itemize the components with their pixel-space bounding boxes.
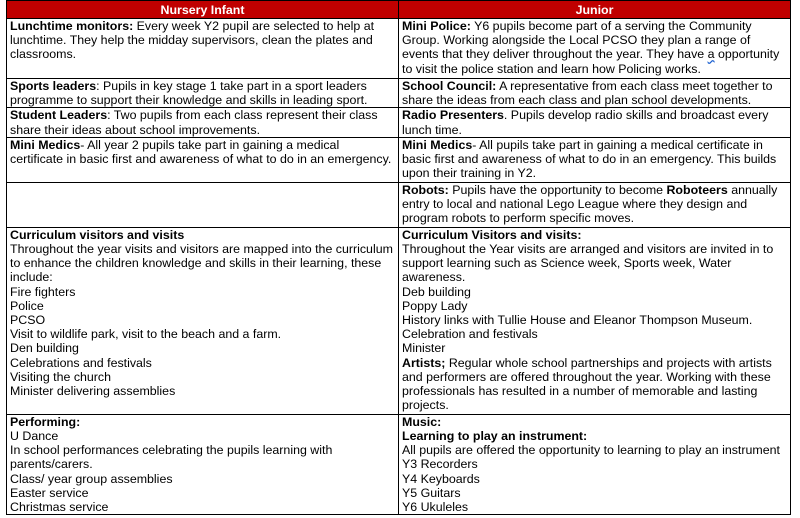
sports-leaders-text: : Pupils in key stage 1 take part in a sport leaders programme to support their knowledge and skills in leading sport.	[10, 79, 368, 108]
robots-cell	[399, 182, 791, 227]
mini-police-text: Y6 pupils become part of a serving the Community Group. Working alongside the Local PCSO they plan a range of events that they deliver throughout the year. They have	[402, 19, 752, 62]
student-leaders-cell	[7, 108, 399, 137]
table-row	[7, 137, 791, 182]
school-council-text: A representative from each class meet together to share the ideas from each class and plan school developments.	[402, 79, 773, 108]
sports-leaders-cell	[7, 79, 399, 108]
table-row	[7, 19, 791, 79]
mini-police-title: Mini Police:	[402, 19, 471, 33]
roboteers-label: Roboteers	[666, 182, 728, 197]
mini-police-text-end: opportunity to visit the police station and learn how Policing works.	[402, 47, 780, 76]
performing-title: Performing:	[10, 414, 81, 429]
artists-text: Regular whole school partnerships and projects with artists and performers are offered throughout the year. Working with these professionals has resulted in a number of memorable and lasting projects.	[402, 355, 772, 413]
table-row	[7, 182, 791, 227]
list-item: Class/ year group assemblies	[10, 471, 173, 486]
lunchtime-monitors-title: Lunchtime monitors:	[10, 19, 134, 33]
curriculum-junior-intro: Throughout the Year visits are arranged and visitors are invited in to support learning such as Science week, Sports week, Water awareness.	[402, 242, 774, 285]
list-item: Easter service	[10, 485, 89, 500]
mini-police-text-marked: a	[707, 47, 715, 62]
table-row	[7, 79, 791, 108]
header-nursery-infant: Nursery Infant	[7, 1, 399, 19]
mini-medics-junior-title: Mini Medics	[402, 137, 473, 152]
music-subtitle: Learning to play an instrument:	[402, 429, 588, 444]
list-item: Visiting the church	[10, 369, 112, 384]
lunchtime-monitors-text: Every week Y2 pupil are selected to help at lunchtime. They help the midday supervisors, clean the plates and classrooms.	[10, 19, 375, 62]
mini-medics-infant-cell	[7, 137, 399, 182]
curriculum-infant-title: Curriculum visitors and visits	[10, 227, 185, 242]
curriculum-infant-intro: Throughout the year visits and visitors are mapped into the curriculum to enhance the children knowledge and skills in their learning, these include:	[10, 242, 393, 285]
curriculum-junior-cell	[399, 227, 791, 414]
curriculum-infant-cell	[7, 227, 399, 414]
mini-medics-infant-title: Mini Medics	[10, 137, 81, 152]
list-item: U Dance	[10, 429, 59, 444]
school-council-title: School Council:	[402, 79, 497, 93]
student-leaders-title: Student Leaders	[10, 108, 108, 123]
robots-text-end: annually entry to local and national Lego League where they design and program robots to perform specific moves.	[402, 182, 778, 226]
performing-cell	[7, 414, 399, 514]
list-item: In school performances celebrating the pupils learning with parents/carers.	[10, 443, 333, 472]
list-item: PCSO	[10, 313, 46, 328]
list-item: Y5 Guitars	[402, 485, 461, 500]
mini-medics-infant-text: - All year 2 pupils take part in gaining a medical certificate in basic first and awareness of what to do in an emergency.	[10, 137, 392, 167]
list-item: Den building	[10, 341, 79, 356]
list-item: Y4 Keyboards	[402, 471, 480, 486]
music-title: Music:	[402, 414, 442, 429]
list-item: History links with Tullie House and Eleanor Thompson Museum.	[402, 313, 753, 328]
artists-title: Artists;	[402, 355, 446, 370]
list-item: Y6 Ukuleles	[402, 500, 469, 515]
radio-presenters-text: . Pupils develop radio skills and broadcast every lunch time.	[402, 108, 769, 137]
robots-text: Pupils have the opportunity to become	[448, 182, 667, 197]
list-item: Minister delivering assemblies	[10, 384, 176, 399]
list-item: Poppy Lady	[402, 298, 468, 313]
list-item: Police	[10, 298, 44, 313]
mini-medics-junior-cell	[399, 137, 791, 182]
table-row	[7, 227, 791, 414]
robots-title: Robots:	[402, 182, 449, 197]
radio-presenters-title: Radio Presenters	[402, 108, 504, 123]
music-cell	[399, 414, 791, 514]
mini-police-cell	[399, 19, 791, 79]
table-row	[7, 414, 791, 514]
lunchtime-monitors-cell	[7, 19, 399, 79]
mini-medics-junior-text: - All pupils take part in gaining a medical certificate in basic first and awareness of what to do in an emergency. This builds upon their training in Y2.	[402, 137, 777, 181]
artists-paragraph	[402, 356, 787, 413]
list-item: All pupils are offered the opportunity to learning to play an instrument	[402, 443, 780, 458]
list-item: Celebrations and festivals	[10, 355, 152, 370]
list-item: Visit to wildlife park, visit to the beach and a farm.	[10, 327, 282, 342]
school-council-cell	[399, 79, 791, 108]
sports-leaders-title: Sports leaders	[10, 79, 97, 93]
radio-presenters-cell	[399, 108, 791, 137]
table-row	[7, 108, 791, 137]
enrichment-table	[6, 0, 791, 515]
student-leaders-text: : Two pupils from each class represent their class share their ideas about school improvements.	[10, 108, 378, 137]
header-row	[7, 1, 791, 19]
list-item: Minister	[402, 341, 446, 356]
list-item: Fire fighters	[10, 284, 76, 299]
empty-cell	[7, 182, 399, 227]
header-junior: Junior	[399, 1, 791, 19]
list-item: Deb building	[402, 284, 471, 299]
list-item: Christmas service	[10, 500, 109, 515]
list-item: Celebration and festivals	[402, 327, 538, 342]
curriculum-junior-title: Curriculum Visitors and visits:	[402, 227, 582, 242]
list-item: Y3 Recorders	[402, 457, 478, 472]
